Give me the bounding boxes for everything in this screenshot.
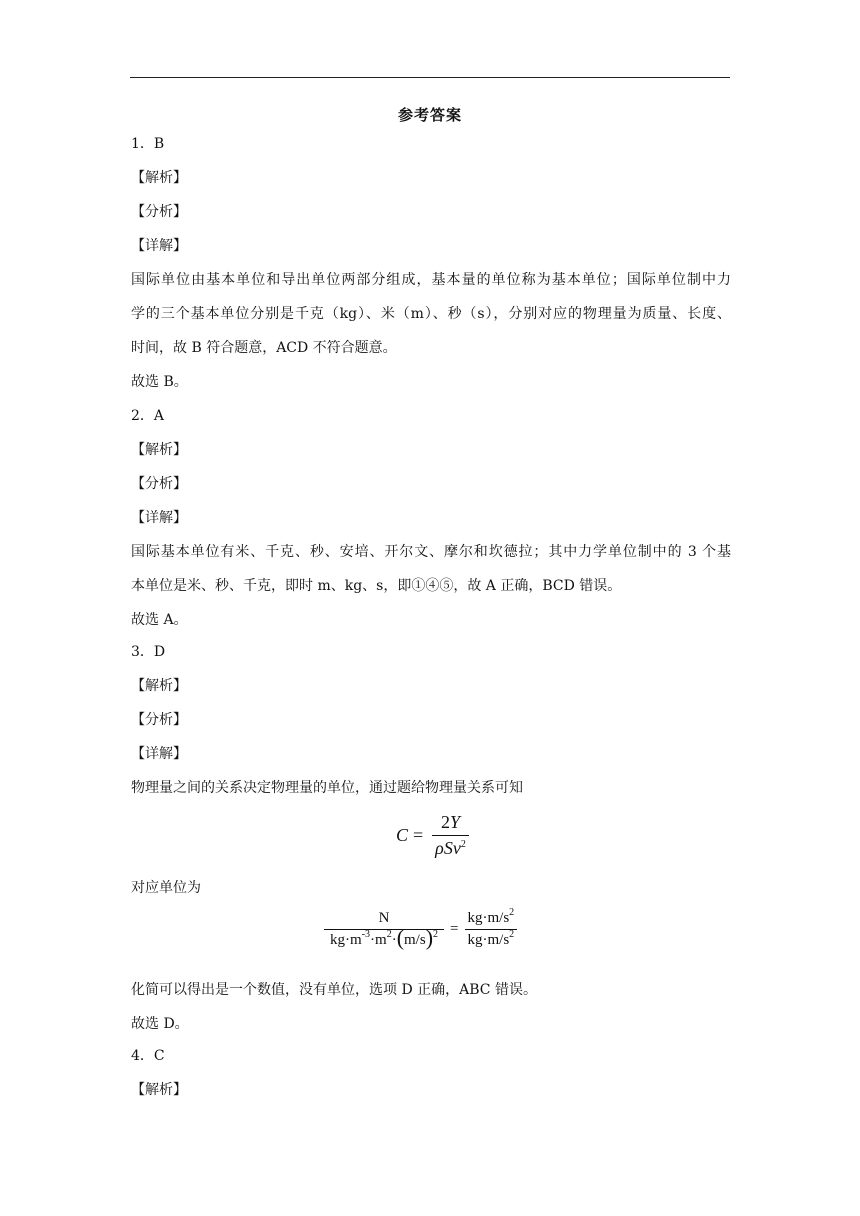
answer-3-number: 3．D (131, 644, 166, 660)
formula2-left-fraction (324, 910, 444, 949)
answer-3-explanation: 化简可以得出是一个数值，没有单位，选项 D 正确，ABC 错误。 (131, 982, 537, 998)
answer-2-xiangjie-label: 【详解】 (131, 510, 187, 526)
formula-unit-derivation (320, 907, 521, 950)
formula2-m-1: m (350, 932, 362, 948)
answer-2-number: 2．A (131, 408, 165, 424)
answer-1-number: 1．B (131, 136, 165, 152)
answer-3-units-intro: 对应单位为 (131, 880, 201, 896)
formula2-kg: kg (330, 932, 345, 948)
formula2-rparen: ) (425, 925, 434, 950)
formula2-right-den-text: kg·m/s (467, 932, 510, 948)
answer-4-jiexi-label: 【解析】 (131, 1082, 187, 1098)
formula2-exp-neg3: -3 (361, 929, 371, 940)
formula2-right-num-exp: 2 (509, 907, 515, 918)
formula1-num-var: Y (449, 812, 460, 832)
answer-1-xiangjie-label: 【详解】 (131, 238, 187, 254)
answer-2-conclusion: 故选 A。 (131, 612, 188, 628)
formula1-den-v: v (452, 838, 461, 858)
header-rule (130, 77, 730, 78)
answer-3-conclusion: 故选 D。 (131, 1016, 189, 1032)
formula2-ms: m/s (404, 932, 426, 948)
formula2-right-numerator (465, 907, 518, 929)
formula1-num-coef: 2 (440, 812, 450, 832)
answer-4-number: 4．C (131, 1048, 165, 1064)
formula2-right-denominator (465, 929, 518, 949)
formula-drag-coefficient (396, 812, 473, 859)
answer-1-jiexi-label: 【解析】 (131, 170, 187, 186)
answer-3-xiangjie-label: 【详解】 (131, 746, 187, 762)
answer-3-intro: 物理量之间的关系决定物理量的单位，通过题给物理量关系可知 (131, 780, 523, 796)
formula2-exp-2a: 2 (386, 929, 392, 940)
answer-2-paragraph-line-2: 本单位是米、秒、千克，即时 m、kg、s，即①④⑤，故 A 正确，BCD 错误。 (131, 578, 622, 594)
formula2-lparen: ( (396, 925, 405, 950)
formula1-den-exponent: 2 (460, 839, 466, 850)
answer-1-paragraph-line-2: 学的三个基本单位分别是千克（kg）、米（m）、秒（s），分别对应的物理量为质量、长度、 (131, 306, 731, 322)
formula2-right-den-exp: 2 (509, 929, 515, 940)
answer-2-fenxi-label: 【分析】 (131, 476, 187, 492)
answer-2-paragraph-line-1: 国际基本单位有米、千克、秒、安培、开尔文、摩尔和坎德拉；其中力学单位制中的 3 个基 (131, 544, 731, 560)
formula1-den-s: S (443, 838, 453, 858)
answer-2-jiexi-label: 【解析】 (131, 442, 187, 458)
formula2-dot-1: · (345, 932, 350, 948)
formula1-equals: = (413, 825, 424, 845)
formula2-m-2: m (375, 932, 387, 948)
formula2-dot-2: · (370, 932, 376, 948)
formula2-dot-3: · (391, 932, 397, 948)
formula2-equals: = (450, 921, 459, 937)
answer-3-jiexi-label: 【解析】 (131, 678, 187, 694)
formula1-fraction (432, 812, 469, 859)
formula1-numerator (438, 812, 463, 835)
answer-1-fenxi-label: 【分析】 (131, 204, 187, 220)
formula1-denominator (432, 835, 469, 859)
answer-3-fenxi-label: 【分析】 (131, 712, 187, 728)
formula2-right-num-text: kg·m/s (467, 910, 510, 926)
formula2-left-numerator: N (378, 910, 390, 926)
formula2-left-denominator (324, 925, 444, 950)
formula2-right-fraction (465, 907, 518, 949)
formula1-den-rho: ρ (435, 838, 444, 858)
formula1-lhs: C (396, 825, 409, 845)
answer-1-paragraph-line-3: 时间，故 B 符合题意，ACD 不符合题意。 (131, 340, 397, 356)
answer-1-paragraph-line-1: 国际单位由基本单位和导出单位两部分组成，基本量的单位称为基本单位；国际单位制中力 (131, 272, 731, 288)
formula2-exp-2b: 2 (433, 929, 439, 940)
answer-1-conclusion: 故选 B。 (131, 374, 188, 390)
page-title: 参考答案 (397, 106, 462, 124)
